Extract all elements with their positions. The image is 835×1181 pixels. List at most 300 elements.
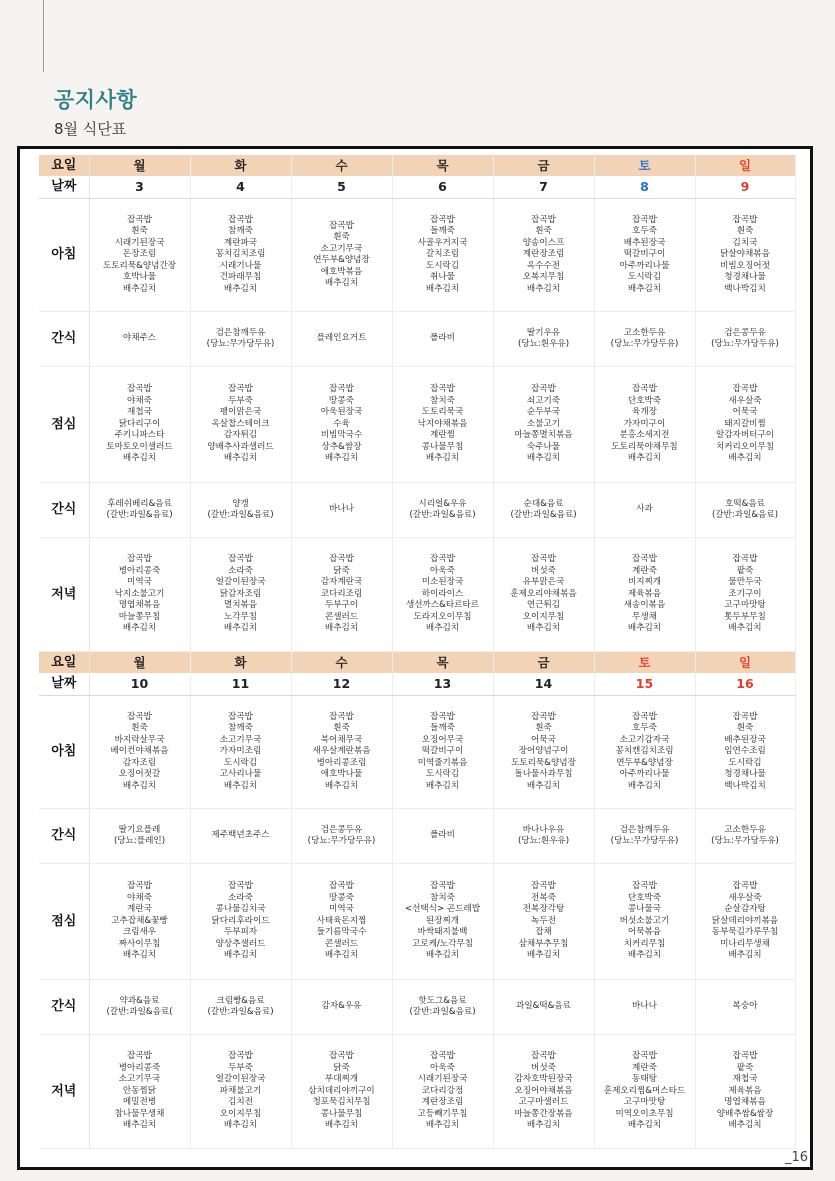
menu-item: 딸기요플레 <box>118 824 161 835</box>
menu-item: 고구마맛탕 <box>724 600 766 611</box>
menu-item: 참치죽 <box>430 395 455 406</box>
menu-item: 치커리무침 <box>623 938 666 949</box>
menu-item: 마늘쫑간장볶음 <box>514 1108 573 1119</box>
menu-item: 베이컨야채볶음 <box>110 746 169 757</box>
menu-item: (당뇨:플레인) <box>113 836 166 846</box>
menu-item: 잡곡밥 <box>632 214 657 225</box>
menu-item: 배추김치 <box>728 950 762 961</box>
menu-item: 꽁치캔김치조림 <box>615 746 674 757</box>
menu-item: (갈반:과일&음료) <box>409 1007 476 1017</box>
menu-item: (당뇨:무가당두유) <box>307 836 376 846</box>
menu-item: 들깨죽 <box>430 226 455 237</box>
menu-item: 잡곡밥 <box>228 384 253 395</box>
menu-item: 물만두국 <box>728 577 762 588</box>
weekday-cell: 일 <box>695 652 795 674</box>
menu-item: 계란장조림 <box>421 1097 464 1108</box>
menu-item: 잡곡밥 <box>732 711 758 722</box>
menu-item: 크림빵&음료 <box>216 995 265 1006</box>
menu-item: 두부구이 <box>324 600 359 611</box>
menu-cell <box>594 1035 695 1149</box>
menu-item: 도시락김 <box>627 272 662 283</box>
menu-item: 시래기된장국 <box>114 237 165 248</box>
date-cell: 13 <box>392 673 493 696</box>
menu-item: 참깨죽 <box>228 226 253 237</box>
menu-item: 노각무침 <box>223 611 258 622</box>
date-label: 날짜 <box>39 673 89 696</box>
date-cell: 14 <box>493 673 594 696</box>
menu-item: 잡곡밥 <box>329 384 354 395</box>
menu-item: 돈장조림 <box>122 249 157 260</box>
date-cell: 12 <box>291 673 392 696</box>
dinner-label: 저녁 <box>39 1035 89 1149</box>
menu-item: 고구마샐러드 <box>518 1097 569 1108</box>
menu-item: 재첩국 <box>127 407 152 418</box>
menu-item: 시리얼&우유 <box>418 498 467 509</box>
menu-item: 콩나물국 <box>627 904 662 915</box>
menu-cell <box>291 980 392 1035</box>
menu-item: 버섯죽 <box>531 565 556 576</box>
menu-item: 동부묵김가루무침 <box>711 927 779 938</box>
menu-item: 재첩국 <box>732 1074 758 1085</box>
menu-item: 팥죽 <box>736 1062 754 1073</box>
menu-item: 잡곡밥 <box>732 384 758 395</box>
menu-cell <box>392 696 493 809</box>
menu-item: 명엽채볶음 <box>118 600 161 611</box>
menu-item: 닭살데리야끼볶음 <box>711 915 779 926</box>
menu-item: 조기구이 <box>728 588 762 599</box>
menu-item: 닭다리구이 <box>118 418 161 429</box>
menu-item: 아주까리나물 <box>619 260 670 271</box>
menu-item: 전복장각탕 <box>522 904 565 915</box>
menu-cell <box>695 809 795 864</box>
menu-item: 떡갈비구이 <box>623 249 666 260</box>
menu-item: 오징어무국 <box>421 734 464 745</box>
menu-item: 배추김치 <box>122 623 157 634</box>
menu-item: 잡곡밥 <box>127 214 152 225</box>
menu-item: 감자튀김 <box>223 430 258 441</box>
menu-item: 복숭아 <box>732 1001 758 1012</box>
menu-cell <box>493 864 594 980</box>
menu-item: 옥살찹스테이크 <box>211 418 270 429</box>
menu-cell <box>695 1035 795 1149</box>
menu-item: 두부피자 <box>223 927 258 938</box>
menu-item: <선택식> 곤드레밥 <box>404 904 481 915</box>
menu-item: 팽이맑은국 <box>219 407 262 418</box>
menu-item: 병아리콩죽 <box>118 565 161 576</box>
menu-item: 팥죽 <box>736 565 754 576</box>
menu-item: 두부죽 <box>228 1062 253 1073</box>
menu-item: 잡곡밥 <box>430 711 455 722</box>
menu-cell <box>190 980 291 1035</box>
menu-item: 잡곡밥 <box>430 214 455 225</box>
breakfast-row <box>39 199 795 312</box>
menu-item: 도토리묵국 <box>421 407 464 418</box>
menu-item: 검은콩두유 <box>724 327 766 338</box>
weekday-header-row <box>39 652 795 674</box>
weekday-label: 요일 <box>39 155 89 176</box>
menu-item: 잡곡밥 <box>228 881 253 892</box>
menu-item: 톳두부무침 <box>724 611 766 622</box>
menu-cell <box>190 809 291 864</box>
margin-rule <box>43 0 44 72</box>
menu-item: 애호박볶음 <box>320 266 363 277</box>
menu-item: (당뇨:무가당두유) <box>610 836 679 846</box>
menu-item: 도토리묵&양념장 <box>511 757 576 768</box>
breakfast-label: 아침 <box>39 199 89 312</box>
menu-item: 고사리나물 <box>219 769 262 780</box>
menu-item: (당뇨:무가당두유) <box>711 836 779 846</box>
weekday-cell: 일 <box>695 155 795 176</box>
menu-item: 배추김치 <box>627 453 662 464</box>
menu-item: 바나나우유 <box>522 824 565 835</box>
menu-item: 호떡&음료 <box>725 498 765 509</box>
menu-item: 소고기무국 <box>219 734 262 745</box>
menu-item: 배추김치 <box>122 1120 157 1131</box>
menu-item: 바지락살무국 <box>114 734 165 745</box>
menu-cell <box>695 864 795 980</box>
menu-item: (당뇨:무가당두유) <box>711 339 779 349</box>
menu-cell <box>594 312 695 367</box>
menu-item: 감자&우유 <box>321 1001 362 1012</box>
menu-item: 호박나물 <box>122 272 157 283</box>
date-label: 날짜 <box>39 176 89 199</box>
menu-item: 소고기무국 <box>320 243 363 254</box>
menu-item: 잡곡밥 <box>329 1051 354 1062</box>
weekday-cell: 금 <box>493 652 594 674</box>
menu-item: 오이지무침 <box>522 611 565 622</box>
menu-item: 새우살계란볶음 <box>312 746 371 757</box>
menu-item: 크림새우 <box>122 927 157 938</box>
menu-item: 플레인요거트 <box>316 333 367 344</box>
weekday-cell: 수 <box>291 652 392 674</box>
menu-cell <box>493 1035 594 1149</box>
menu-cell <box>493 367 594 483</box>
snack1-label: 간식 <box>39 809 89 864</box>
menu-item: 배추김치 <box>122 283 157 294</box>
menu-item: 흰죽 <box>131 226 148 237</box>
weekday-label: 요일 <box>39 652 89 674</box>
menu-item: 코다리강정 <box>421 1085 464 1096</box>
menu-item: 제육볶음 <box>627 588 662 599</box>
menu-item: 배추김치 <box>324 453 359 464</box>
lunch-label: 점심 <box>39 864 89 980</box>
menu-item: 옥수수전 <box>526 260 561 271</box>
menu-item: 흰죽 <box>333 723 350 734</box>
menu-cell <box>493 809 594 864</box>
menu-item: 주키니파스타 <box>114 430 165 441</box>
menu-item: 갈치조림 <box>425 249 460 260</box>
menu-item: 배추김치 <box>425 623 460 634</box>
menu-item: 딸기우유 <box>526 327 561 338</box>
menu-item: 아주까리나물 <box>619 769 670 780</box>
menu-item: 도토리묵야채무침 <box>611 441 678 452</box>
menu-item: 얼갈이된장국 <box>215 577 266 588</box>
date-cell: 16 <box>695 673 795 696</box>
menu-item: 배추김치 <box>526 623 561 634</box>
date-cell: 8 <box>594 176 695 199</box>
menu-item: 소라죽 <box>228 892 253 903</box>
menu-cell <box>89 538 190 652</box>
menu-cell <box>695 980 795 1035</box>
menu-item: 치커리오이무침 <box>715 441 775 452</box>
date-row <box>39 176 795 199</box>
menu-item: 배추김치 <box>223 453 258 464</box>
menu-item: 배추김치 <box>223 950 258 961</box>
menu-cell <box>594 864 695 980</box>
menu-cell <box>291 199 392 312</box>
menu-item: 배추김치 <box>122 950 157 961</box>
menu-cell <box>89 312 190 367</box>
menu-item: 잡곡밥 <box>632 711 657 722</box>
menu-item: 낙지야채볶음 <box>417 418 468 429</box>
menu-item: 소고기감자국 <box>619 734 670 745</box>
weekday-cell: 목 <box>392 652 493 674</box>
menu-item: 미역국 <box>127 577 152 588</box>
menu-cell <box>695 483 795 538</box>
date-cell: 9 <box>695 176 795 199</box>
menu-item: 고소한두유 <box>724 824 766 835</box>
menu-item: 배추김치 <box>425 283 460 294</box>
menu-item: 계란찜 <box>430 430 455 441</box>
date-row <box>39 673 795 696</box>
menu-item: (갈반:과일&음료) <box>510 510 577 520</box>
menu-item: 사골우거지국 <box>417 237 468 248</box>
menu-item: 잡곡밥 <box>228 554 253 565</box>
menu-item: 땅콩죽 <box>329 395 354 406</box>
menu-cell <box>291 483 392 538</box>
menu-item: (갈반:과일&음료) <box>207 1007 274 1017</box>
menu-item: 배추김치 <box>526 283 561 294</box>
menu-item: 흰죽 <box>736 723 754 734</box>
menu-cell <box>392 1035 493 1149</box>
menu-item: 배추김치 <box>223 283 258 294</box>
menu-item: 배추김치 <box>526 1120 561 1131</box>
lunch-row <box>39 367 795 483</box>
weekday-cell: 월 <box>89 652 190 674</box>
menu-item: 배추김치 <box>425 950 460 961</box>
snack1-label: 간식 <box>39 312 89 367</box>
menu-item: 계란죽 <box>632 1062 657 1073</box>
snack1-row <box>39 312 795 367</box>
menu-cell <box>291 696 392 809</box>
menu-item: 감자호박된장국 <box>514 1074 573 1085</box>
menu-item: 바나나 <box>632 1001 657 1012</box>
menu-item: 잡곡밥 <box>732 214 758 225</box>
menu-item: 돌나물사과무침 <box>514 769 573 780</box>
menu-item: 계란죽 <box>632 565 657 576</box>
menu-item: 배추김치 <box>728 623 762 634</box>
menu-cell <box>392 483 493 538</box>
menu-item: 버섯죽 <box>531 1062 556 1073</box>
weekday-cell: 목 <box>392 155 493 176</box>
menu-item: 배추김치 <box>122 453 157 464</box>
menu-item: 양배추사과샐러드 <box>207 441 274 452</box>
menu-item: 흰죽 <box>535 226 552 237</box>
menu-item: 육개장 <box>632 407 657 418</box>
menu-item: 수육 <box>333 418 350 429</box>
menu-item: 사과 <box>636 504 653 515</box>
menu-item: 메밀전병 <box>122 1097 157 1108</box>
weekday-cell: 월 <box>89 155 190 176</box>
weekday-cell: 토 <box>594 155 695 176</box>
menu-item: 순두부국 <box>526 407 561 418</box>
menu-item: 미역오이초무침 <box>615 1108 674 1119</box>
weekday-cell: 토 <box>594 652 695 674</box>
menu-item: 약과&음료 <box>119 995 160 1006</box>
menu-item: (당뇨:무가당두유) <box>610 339 679 349</box>
menu-item: 시래기된장국 <box>417 1074 468 1085</box>
menu-item: 배추김치 <box>324 623 359 634</box>
menu-item: 야채주스 <box>122 333 157 344</box>
menu-cell <box>190 538 291 652</box>
menu-cell <box>594 538 695 652</box>
meal-table <box>39 155 796 1149</box>
menu-item: 양상추샐러드 <box>215 938 266 949</box>
date-cell: 7 <box>493 176 594 199</box>
menu-item: 잡곡밥 <box>531 711 556 722</box>
menu-item: 고로케/노각무침 <box>411 938 473 949</box>
menu-item: 양배추쌈&쌈장 <box>716 1108 774 1119</box>
menu-item: 잡곡밥 <box>732 881 758 892</box>
menu-item: 가자미조림 <box>219 746 262 757</box>
menu-item: 콘샐러드 <box>324 611 359 622</box>
menu-item: (당뇨:흰우유) <box>517 836 570 846</box>
menu-item: 도시락김 <box>425 769 460 780</box>
menu-cell <box>190 696 291 809</box>
menu-item: 양송이스프 <box>522 237 565 248</box>
menu-item: 안동찜닭 <box>122 1085 157 1096</box>
menu-item: 비빔오징어젓 <box>720 260 770 271</box>
dinner-row <box>39 538 795 652</box>
menu-cell <box>291 809 392 864</box>
menu-item: 가자미구이 <box>623 418 666 429</box>
menu-cell <box>392 980 493 1035</box>
menu-item: 배추김치 <box>627 950 662 961</box>
menu-item: 숙주나물 <box>526 441 561 452</box>
date-cell: 4 <box>190 176 291 199</box>
menu-item: 닭다리후라이드 <box>211 915 270 926</box>
menu-item: 야채죽 <box>127 892 152 903</box>
menu-item: 배추김치 <box>526 950 561 961</box>
menu-item: 쇠고기죽 <box>526 395 561 406</box>
menu-item: (갈반:과일&음료) <box>207 510 274 520</box>
dinner-label: 저녁 <box>39 538 89 652</box>
menu-cell <box>392 864 493 980</box>
menu-cell <box>190 367 291 483</box>
menu-item: 비빔막국수 <box>320 430 363 441</box>
menu-item: 훈제오리야채볶음 <box>510 588 577 599</box>
menu-item: 상추&쌈장 <box>321 441 362 452</box>
menu-item: 닭죽 <box>333 565 350 576</box>
menu-item: 잡곡밥 <box>228 1051 253 1062</box>
menu-item: 참깨죽 <box>228 723 253 734</box>
page-subtitle: 8월 식단표 <box>54 120 127 138</box>
menu-item: (갈반:과일&음료) <box>711 510 779 520</box>
menu-cell <box>594 483 695 538</box>
menu-cell <box>89 367 190 483</box>
menu-item: 배추김치 <box>324 950 359 961</box>
snack2-row <box>39 483 795 538</box>
menu-item: 배추된장국 <box>724 734 766 745</box>
menu-cell <box>695 538 795 652</box>
menu-item: 순살감자탕 <box>724 904 766 915</box>
menu-item: 연근튀김 <box>526 600 561 611</box>
menu-item: 소불고기 <box>526 418 561 429</box>
menu-item: 꽁치김치조림 <box>215 249 266 260</box>
menu-item: 돼지갈비찜 <box>724 418 766 429</box>
menu-item: 잡곡밥 <box>127 554 152 565</box>
menu-item: 병아리콩조림 <box>316 757 367 768</box>
menu-item: 미역국 <box>329 904 354 915</box>
menu-item: 된장찌개 <box>425 915 460 926</box>
menu-cell <box>89 1035 190 1149</box>
menu-item: 흰죽 <box>535 723 552 734</box>
menu-item: 잡곡밥 <box>329 881 354 892</box>
menu-cell <box>493 696 594 809</box>
menu-cell <box>190 864 291 980</box>
menu-item: 계란장조림 <box>522 249 565 260</box>
menu-item: 감자계란국 <box>320 577 363 588</box>
menu-item: 흰죽 <box>131 723 148 734</box>
menu-cell <box>594 980 695 1035</box>
menu-item: 잡곡밥 <box>329 711 354 722</box>
menu-item: 소고기무국 <box>118 1074 161 1085</box>
menu-item: 무생채 <box>632 611 657 622</box>
menu-cell <box>695 312 795 367</box>
menu-item: 어묵국 <box>732 407 758 418</box>
menu-item: 분홍소세지전 <box>619 430 670 441</box>
menu-cell <box>291 1035 392 1149</box>
menu-cell <box>190 483 291 538</box>
menu-item: 잡채 <box>535 927 552 938</box>
menu-cell <box>493 483 594 538</box>
menu-item: (당뇨:흰우유) <box>517 339 570 349</box>
menu-item: 비지찌개 <box>627 577 662 588</box>
menu-cell <box>190 199 291 312</box>
menu-item: 오징어야채볶음 <box>514 1085 573 1096</box>
menu-item: 장어양념구이 <box>518 746 569 757</box>
date-cell: 6 <box>392 176 493 199</box>
breakfast-label: 아침 <box>39 696 89 809</box>
menu-item: 훈제오리찜&머스타드 <box>603 1085 686 1096</box>
lunch-row <box>39 864 795 980</box>
menu-item: 닭살야채볶음 <box>720 249 770 260</box>
menu-item: 도라지오이무침 <box>413 611 472 622</box>
menu-item: 어묵국 <box>531 734 556 745</box>
menu-item: 검은콩두유 <box>320 824 363 835</box>
menu-item: 유부맑은국 <box>522 577 565 588</box>
menu-cell <box>493 199 594 312</box>
menu-item: 잡곡밥 <box>430 881 455 892</box>
date-cell: 11 <box>190 673 291 696</box>
menu-item: 건파래무침 <box>219 272 262 283</box>
menu-cell <box>89 696 190 809</box>
menu-item: 참치죽 <box>430 892 455 903</box>
menu-item: 마늘쫑멸치볶음 <box>514 430 573 441</box>
menu-item: 잡곡밥 <box>329 220 354 231</box>
menu-item: 새우살죽 <box>728 892 762 903</box>
menu-item: 삼채부추무침 <box>518 938 569 949</box>
menu-cell <box>291 864 392 980</box>
menu-item: 고구마맛탕 <box>623 1097 666 1108</box>
menu-item: 잡곡밥 <box>127 384 152 395</box>
menu-item: 오복지무침 <box>522 272 565 283</box>
menu-cell <box>89 980 190 1035</box>
menu-item: 배추김치 <box>728 1120 762 1131</box>
menu-item: 시래기나물 <box>219 260 262 271</box>
menu-item: 닭감자조림 <box>219 588 262 599</box>
menu-item: 배추된장국 <box>623 237 666 248</box>
